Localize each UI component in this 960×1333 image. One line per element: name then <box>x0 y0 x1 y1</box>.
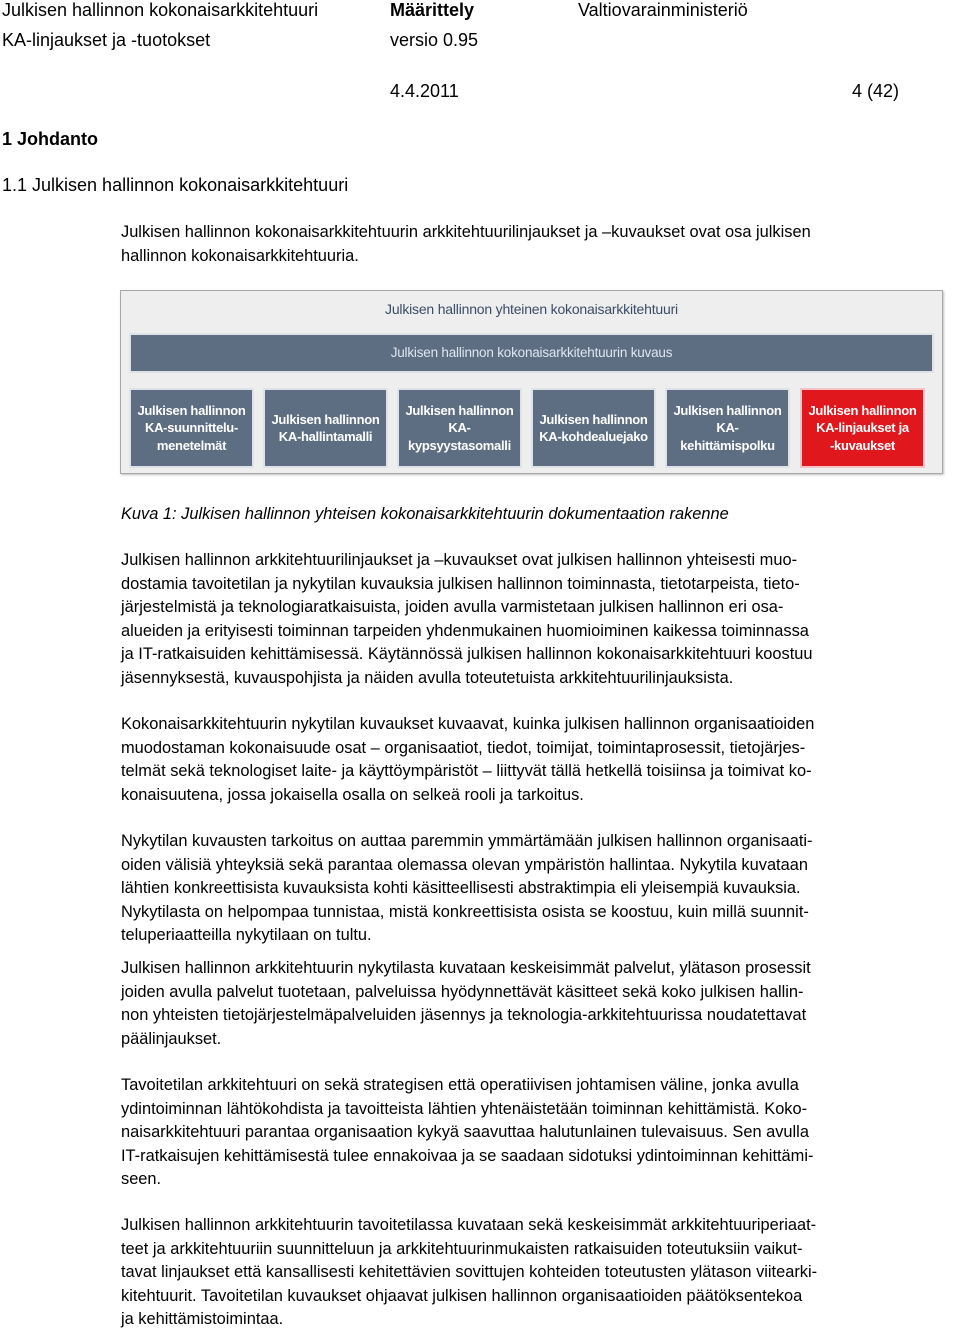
diagram-box-planning-methods: Julkisen hallinnon KA-suunnittelu- menetelmät <box>129 388 254 468</box>
text-line: teluperiaatteilla nykytilaan on tultu. <box>121 926 372 944</box>
text-line: Nykytilan kuvausten tarkoitus on auttaa paremmin ymmärtämään julkisen hallinnon organisaati- <box>121 832 813 850</box>
heading-section: 1.1 Julkisen hallinnon kokonaisarkkitehtuuri <box>2 175 349 195</box>
text-line: päälinjaukset. <box>121 1029 222 1048</box>
text-line: konaisuutena, jossa jokaisella osalla on selkeä rooli ja tarkoitus. <box>121 785 584 804</box>
text-line: tavat linjaukset että kansallisesti kehitettävien sovittujen kohteiden toteutusten ylätason viitearki- <box>121 1263 818 1281</box>
paragraph-1 <box>121 549 957 690</box>
text-line: hallinnon kokonaisarkkitehtuuria. <box>121 246 359 265</box>
paragraph-2 <box>121 713 957 807</box>
heading-chapter: 1 Johdanto <box>2 129 99 149</box>
text-line: Julkisen hallinnon arkkitehtuurin tavoitetilassa kuvataan sekä keskeisimmät arkkitehtuuriperiaat- <box>121 1216 817 1234</box>
text-line: IT-ratkaisujen kehittämisestä tulee ennakoivaa ja se saadaan sidotuksi ydintoiminnan kehittämi- <box>121 1146 814 1165</box>
intro-paragraph <box>121 221 957 268</box>
text-line: kitehtuurit. Tavoitetilan kuvaukset ohjaavat julkisen hallinnon organisaatioiden päätöksentekoa <box>121 1286 803 1305</box>
diagram-box-policies-descriptions: Julkisen hallinnon KA-linjaukset ja -kuvaukset <box>800 388 925 468</box>
text-line: naisarkkitehtuuri parantaa organisaation kykyä saavuttaa halutunlainen tulevaisuus. Sen avulla <box>121 1123 809 1141</box>
text-line: non yhteisten tietojärjestelmäpalveluiden jäsennys ja teknologia-arkkitehtuurissa noudatettavat <box>121 1006 807 1024</box>
text-line: ja IT-ratkaisuiden kehittämisessä. Käytännössä julkisen hallinnon kokonaisarkkitehtuuri koostuu <box>121 645 813 663</box>
paragraph-6 <box>121 1214 957 1332</box>
text-line: teet ja arkkitehtuuriin suunnitteluun ja arkkitehtuurinmukaisten ratkaisuiden toteutuksiin vaikut- <box>121 1239 803 1258</box>
paragraph-3 <box>121 830 957 948</box>
text-line: ydintoiminnan lähtökohdista ja tavoitteista lähtien yhtenäistetään toiminnan kehittämistä. Koko- <box>121 1099 808 1118</box>
diagram-box-domain-division: Julkisen hallinnon KA-kohdealuejako <box>531 388 656 468</box>
text-line: dostamia tavoitetilan ja nykytilan kuvauksia julkisen hallinnon toiminnasta, tietotarpeista, tieto- <box>121 574 800 593</box>
text-line: Julkisen hallinnon arkkitehtuurilinjaukset ja –kuvaukset ovat julkisen hallinnon yhteisesti muo- <box>121 551 798 569</box>
text-line: järjestelmistä ja teknologiaratkaisuista, joiden avulla varmistetaan julkisen hallinnon eri osa- <box>121 598 784 616</box>
text-line: Nykytilasta on helpompaa tunnistaa, mistä konkreettisista osista se koostuu, kuin millä suunnit- <box>121 902 809 921</box>
diagram-title: Julkisen hallinnon yhteinen kokonaisarkkitehtuuri <box>385 301 678 317</box>
text-line: lähtien konkreettisista kuvauksista kohti käsitteellisesti abstraktimpia eli yleisempiä kuvauksia. <box>121 879 801 897</box>
architecture-diagram <box>120 290 943 474</box>
figure-caption: Kuva 1: Julkisen hallinnon yhteisen kokonaisarkkitehtuurin dokumentaation rakenne <box>121 505 729 523</box>
doc-status: Määrittely <box>390 0 475 20</box>
text-line: telmät sekä teknologiset laite- ja käyttöympäristöt – liittyvät tällä hetkellä toisiinsa ja toimivat ko- <box>121 762 812 780</box>
diagram-description-bar: Julkisen hallinnon kokonaisarkkitehtuurin kuvaus <box>129 333 934 373</box>
text-line: muodostaman kokonaisuude osat – organisaatiot, tiedot, toimijat, toimintaprosessit, tietojärjes- <box>121 738 806 757</box>
diagram-box-governance-model: Julkisen hallinnon KA-hallintamalli <box>263 388 388 468</box>
doc-version: versio 0.95 <box>390 30 479 50</box>
diagram-box-development-path: Julkisen hallinnon KA- kehittämispolku <box>665 388 790 468</box>
text-line: alueiden ja erityisesti toiminnan tarpeiden yhdenmukainen huomioiminen kaikessa toiminnassa <box>121 621 809 640</box>
doc-organization: Valtiovarainministeriö <box>578 0 748 20</box>
text-line: joiden avulla palvelut tuotetaan, palveluissa hyödynnettävät käsitteet sekä koko julkisen hallin- <box>121 982 804 1001</box>
doc-subtitle: KA-linjaukset ja -tuotokset <box>2 30 211 50</box>
paragraph-4 <box>121 957 957 1051</box>
diagram-box-maturity-model: Julkisen hallinnon KA- kypsyystasomalli <box>397 388 522 468</box>
text-line: Julkisen hallinnon kokonaisarkkitehtuurin arkkitehtuurilinjaukset ja –kuvaukset ovat osa julkisen <box>121 223 811 241</box>
text-line: Kokonaisarkkitehtuurin nykytilan kuvaukset kuvaavat, kuinka julkisen hallinnon organisaatioiden <box>121 715 815 733</box>
doc-date: 4.4.2011 <box>390 81 459 101</box>
text-line: Julkisen hallinnon arkkitehtuurin nykytilasta kuvataan keskeisimmät palvelut, ylätason prosessit <box>121 959 811 977</box>
paragraph-5 <box>121 1074 957 1192</box>
text-line: jäsennyksestä, kuvauspohjista ja näiden avulla toteutetuista arkkitehtuurilinjauksista. <box>121 668 734 687</box>
text-line: Tavoitetilan arkkitehtuuri on sekä strategisen että operatiivisen johtamisen väline, jonka avulla <box>121 1076 799 1094</box>
text-line: oiden välisiä yhteyksiä sekä parantaa olemassa olevan ympäristön hallintaa. Nykytila kuvataan <box>121 855 808 874</box>
text-line: ja kehittämistoimintaa. <box>121 1310 284 1328</box>
doc-title: Julkisen hallinnon kokonaisarkkitehtuuri <box>2 0 319 20</box>
page-number: 4 (42) <box>852 81 900 101</box>
text-line: seen. <box>121 1170 162 1188</box>
